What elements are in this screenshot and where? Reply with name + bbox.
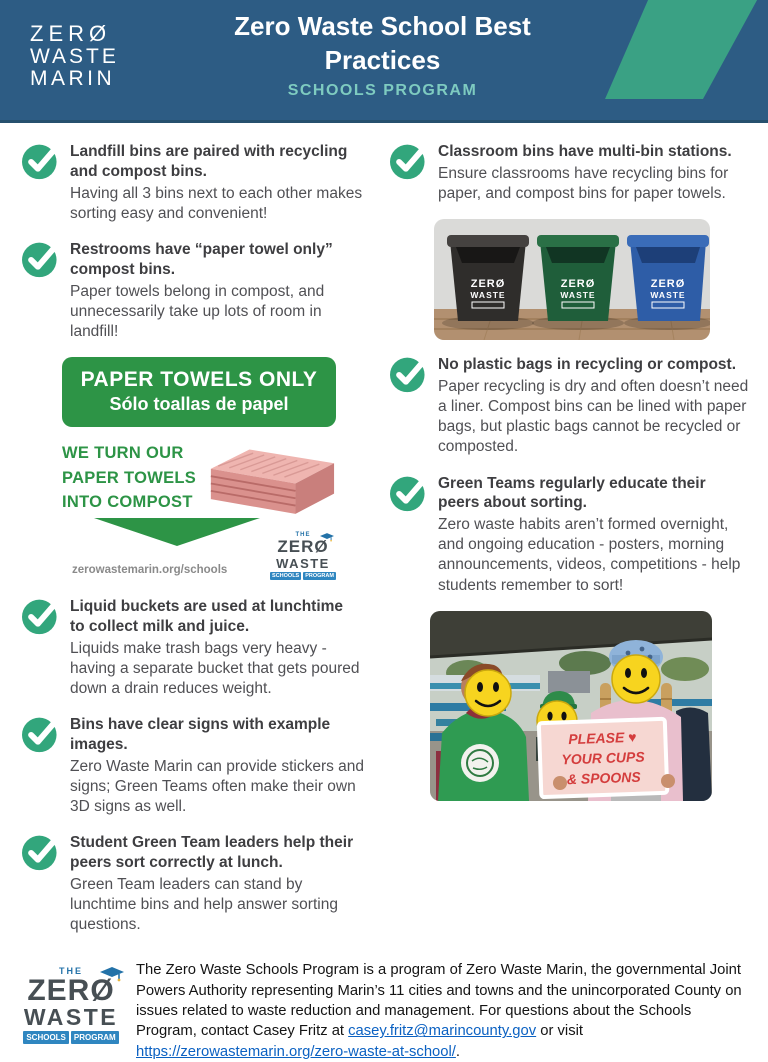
item-heading: Bins have clear signs with example images. — [70, 716, 331, 753]
item-heading: Student Green Team leaders help their peers sort correctly at lunch. — [70, 834, 354, 871]
sign-title: PAPER TOWELS ONLY — [80, 368, 318, 392]
logo-line: MARIN — [30, 67, 116, 91]
logo-the: THE — [295, 532, 311, 539]
smiley-icon — [465, 670, 511, 716]
logo-line: WASTE — [30, 44, 119, 68]
right-column — [390, 141, 756, 801]
logo-zero: ZERØ — [277, 537, 329, 557]
logo-badge: PROGRAM — [305, 573, 334, 580]
bin-logo-text: WASTE — [470, 290, 506, 301]
list-item — [390, 141, 756, 204]
item-heading: Classroom bins have multi-bin stations. — [438, 143, 732, 160]
item-body: Liquids make trash bags very heavy - having a separate bucket that gets poured down a drain reduces weight. — [70, 639, 360, 697]
sign-green-panel — [62, 357, 336, 427]
footer-text: The Zero Waste Schools Program is a program of Zero Waste Marin, the governmental Joint Powers Authority representing Marin’s 11 cities and towns and the unincorporated County on issues related to waste reduction and management. For questions about the Schools Program, contact Casey Fritz at — [136, 962, 742, 1040]
check-icon — [390, 142, 430, 180]
item-heading: No plastic bags in recycling or compost. — [438, 356, 737, 374]
list-item — [22, 596, 374, 699]
item-body: Ensure classrooms have recycling bins for paper, and compost bins for paper towels. — [438, 164, 729, 202]
check-icon — [22, 715, 62, 753]
graduation-cap-icon — [100, 967, 124, 982]
poster-text: & SPOONS — [566, 768, 641, 787]
sign-message — [62, 441, 196, 515]
logo-badge: PROGRAM — [71, 1031, 119, 1044]
logo-line: ZERØ — [30, 21, 112, 46]
footer-paragraph — [136, 956, 742, 1062]
page-subtitle: SCHOOLS PROGRAM — [287, 81, 478, 99]
green-bin — [537, 235, 619, 321]
check-icon — [390, 355, 430, 393]
logo-badge: SCHOOLS — [272, 573, 300, 580]
bins-photo — [434, 219, 710, 340]
list-item — [22, 141, 374, 224]
check-icon — [22, 597, 62, 635]
sign-message-row — [62, 440, 336, 516]
sign-message-line: PAPER TOWELS — [62, 468, 197, 487]
page-header — [0, 0, 768, 123]
item-body: Paper recycling is dry and often doesn’t need a liner. Compost bins can be lined with paper bags, but plastic bags cannot be recycled or composted. — [438, 377, 749, 456]
list-item — [390, 354, 756, 457]
item-body: Zero Waste Marin can provide stickers and signs; Green Teams often make their own 3D signs as well. — [70, 757, 365, 816]
smiley-icon — [612, 655, 660, 703]
zero-waste-marin-logo — [30, 22, 119, 91]
check-icon — [390, 474, 430, 512]
down-arrow-icon — [94, 518, 260, 546]
item-body: Green Team leaders can stand by lunchtime bins and help answer sorting questions. — [70, 875, 338, 934]
logo-badge: SCHOOLS — [23, 1031, 69, 1044]
item-body: Zero waste habits aren’t formed overnight, and ongoing education - posters, morning announcements, videos, competitions - help students remember to sort! — [438, 516, 741, 594]
left-column — [22, 141, 374, 950]
item-heading: Green Teams regularly educate their peers about sorting. — [438, 474, 706, 512]
bin-logo-text: ZERØ — [560, 278, 596, 291]
graduation-cap-icon — [320, 533, 334, 542]
teal-parallelogram-decoration — [600, 0, 768, 99]
email-link[interactable]: casey.fritz@marincounty.gov — [348, 1023, 537, 1040]
page-title: Zero Waste School Best Practices — [234, 11, 531, 75]
blue-bin — [627, 235, 709, 321]
item-heading: Liquid buckets are used at lunchtime to collect milk and juice. — [70, 598, 344, 635]
content-columns — [0, 123, 768, 950]
list-item — [22, 832, 374, 935]
bin-logo-text: WASTE — [650, 290, 686, 301]
bin-logo-text: WASTE — [560, 290, 596, 301]
check-icon — [22, 240, 62, 278]
logo-waste: WASTE — [23, 1004, 119, 1031]
page-footer — [0, 950, 768, 1062]
sign-message-line: WE TURN OUR — [62, 443, 184, 462]
sign-url-text: zerowastemarin.org/schools — [72, 564, 228, 577]
sign-bottom-row — [62, 518, 336, 580]
bin-logo-text: ZERØ — [650, 278, 686, 291]
item-body: Having all 3 bins next to each other makes sorting easy and convenient! — [70, 184, 363, 222]
black-bin — [447, 235, 529, 321]
list-item — [390, 473, 756, 596]
poster-text: PLEASE ♥ — [568, 728, 637, 747]
header-center — [195, 10, 570, 100]
list-item — [22, 714, 374, 817]
kids-photo — [430, 611, 712, 801]
footer-text: . — [455, 1043, 461, 1060]
logo-the: THE — [59, 966, 83, 977]
zero-waste-schools-logo-small — [270, 532, 336, 580]
list-item — [22, 239, 374, 342]
check-icon — [22, 833, 62, 871]
paper-towels-image — [198, 440, 336, 516]
website-link[interactable]: https://zerowastemarin.org/zero-waste-at-school/ — [136, 1043, 456, 1060]
item-heading: Landfill bins are paired with recycling and compost bins. — [70, 143, 348, 180]
paper-towel-sign-graphic — [62, 357, 336, 580]
zero-waste-schools-logo-footer — [18, 956, 124, 1062]
poster-text: YOUR CUPS — [561, 748, 645, 768]
sign-message-line: INTO COMPOST — [62, 493, 193, 512]
check-icon — [22, 142, 62, 180]
logo-zero: ZERØ — [27, 974, 115, 1008]
footer-text: or visit — [536, 1023, 584, 1040]
item-heading: Restrooms have “paper towel only” compost bins. — [70, 240, 333, 278]
logo-waste: WASTE — [276, 556, 330, 572]
bin-logo-text: ZERØ — [470, 278, 506, 291]
item-body: Paper towels belong in compost, and unnecessarily take up lots of room in landfill! — [70, 282, 325, 340]
sign-subtitle-spanish: Sólo toallas de papel — [109, 394, 289, 415]
